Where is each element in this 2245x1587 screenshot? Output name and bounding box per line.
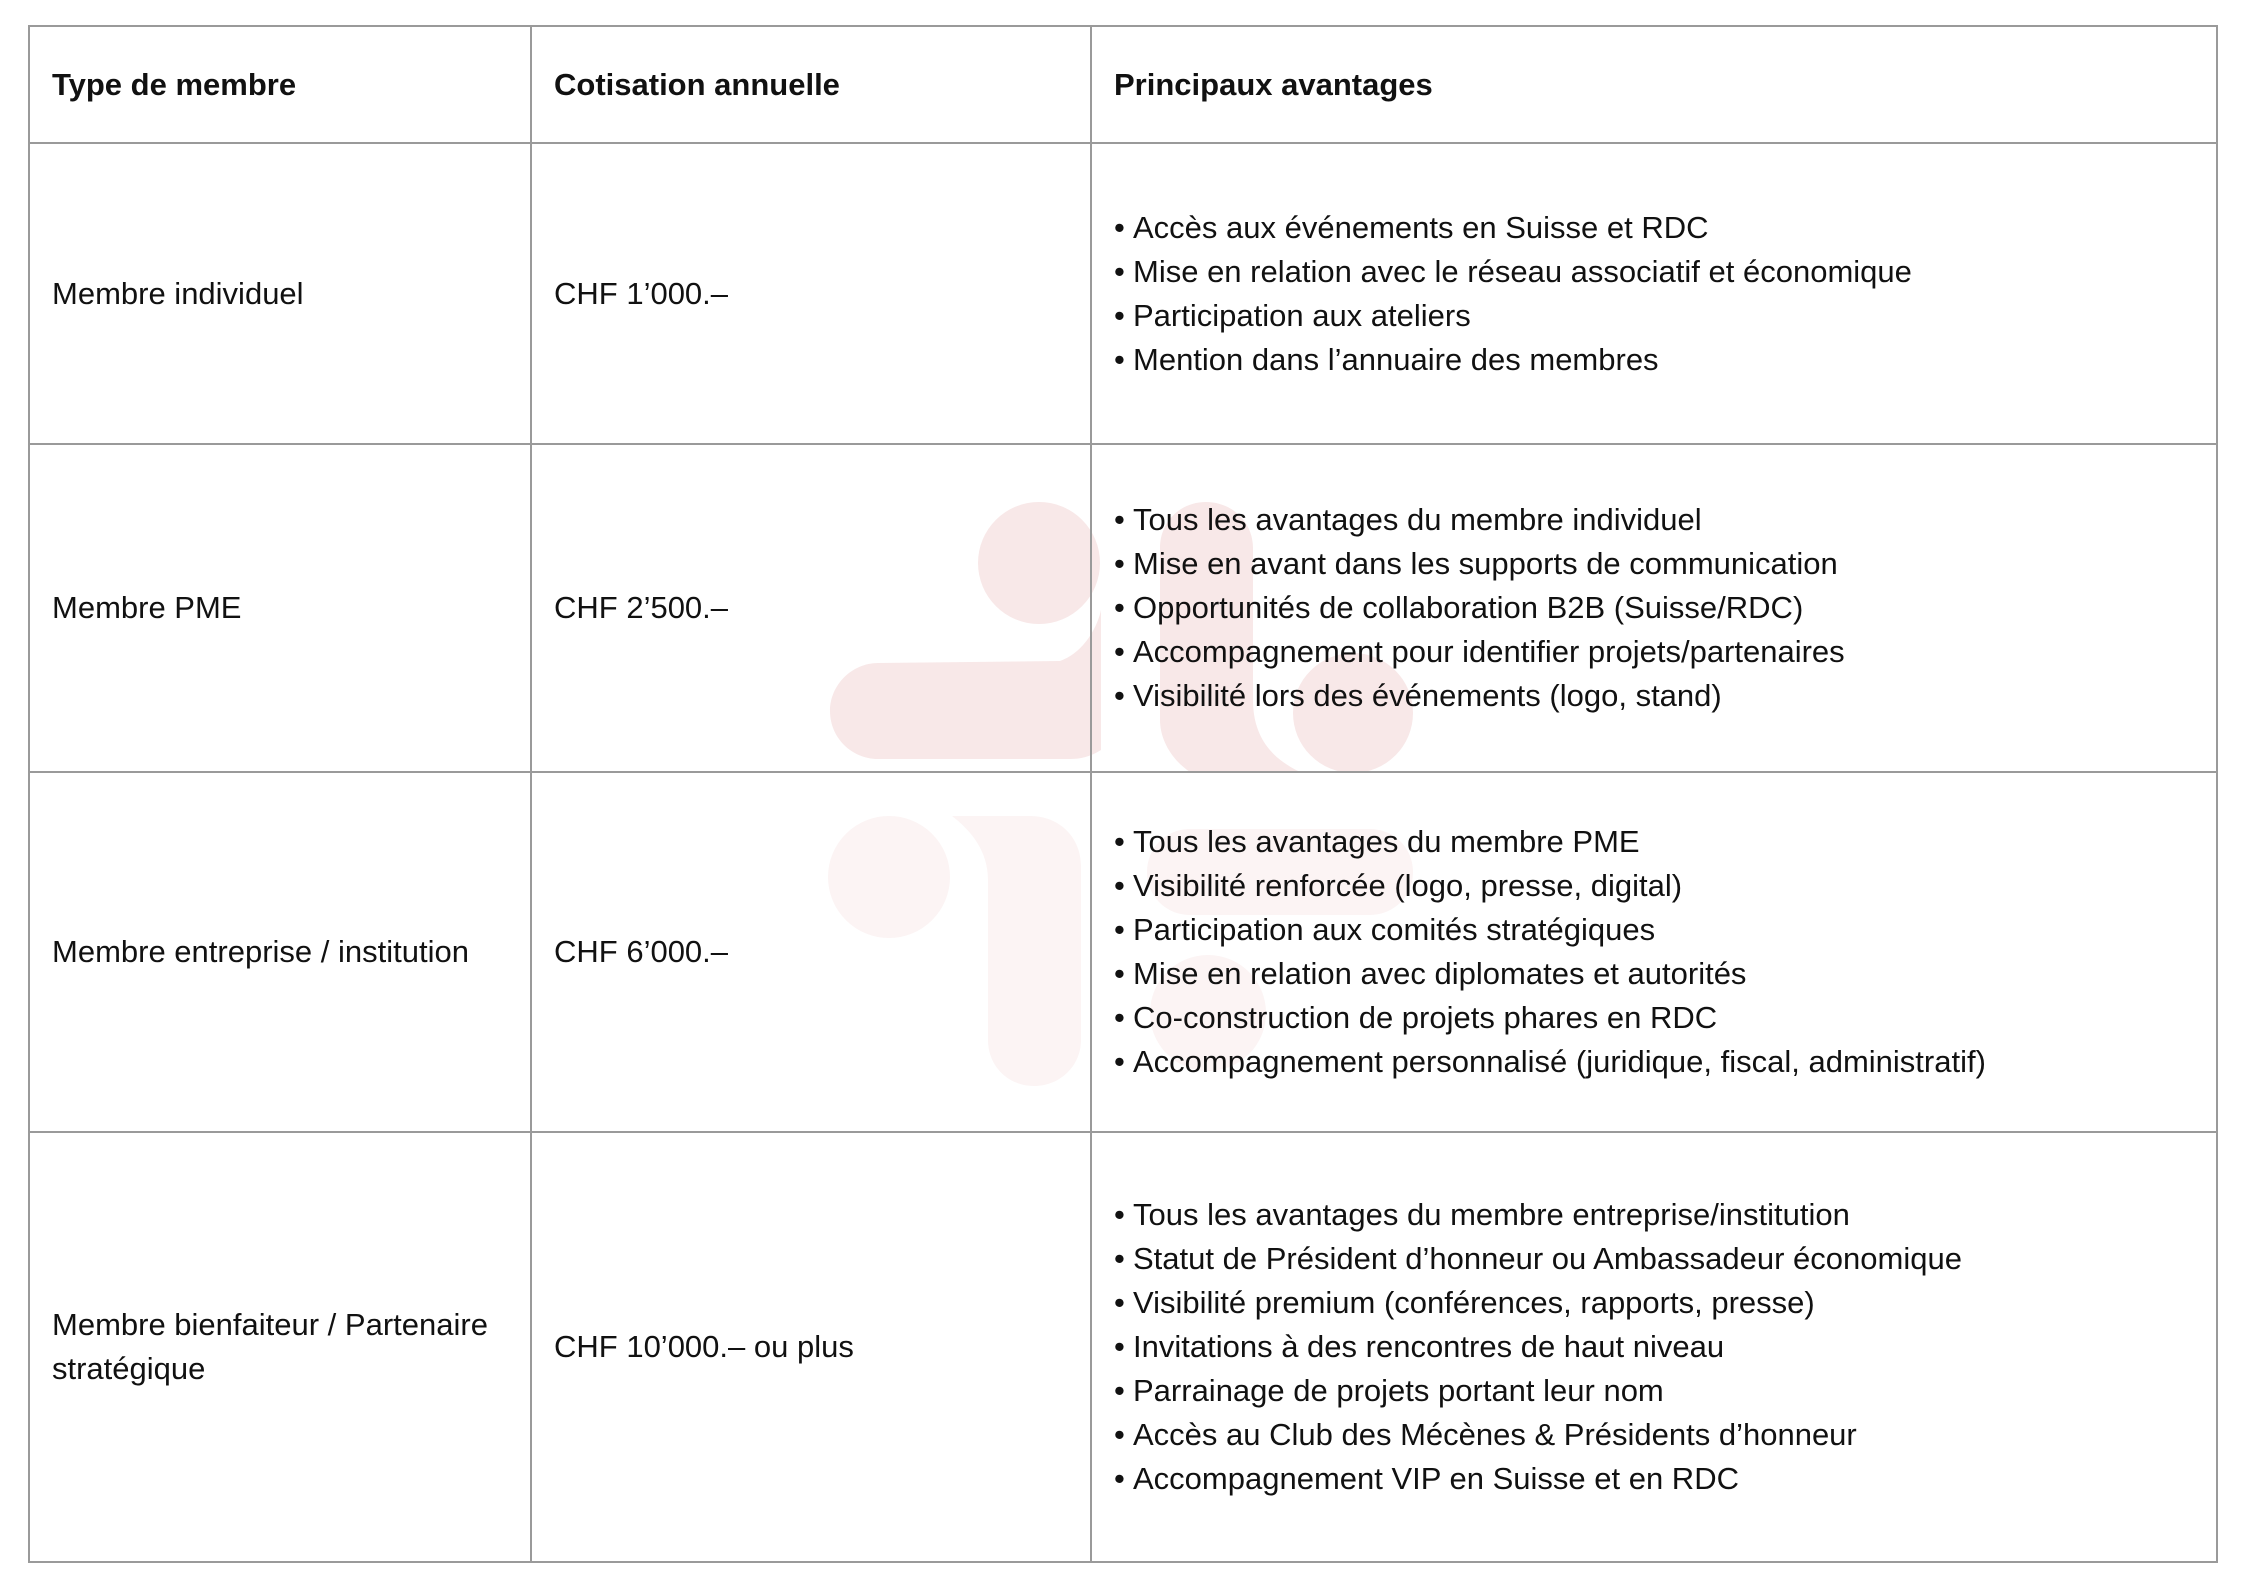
benefit-item: • Visibilité renforcée (logo, presse, digital) <box>1114 864 2196 908</box>
table-row <box>29 772 2217 1132</box>
benefit-item: • Tous les avantages du membre individuel <box>1114 498 2196 542</box>
benefit-item: • Accompagnement VIP en Suisse et en RDC <box>1114 1457 2196 1501</box>
member-type-cell: Membre individuel <box>29 143 531 444</box>
benefits-list <box>1114 498 2196 718</box>
member-type-cell: Membre bienfaiteur / Partenaire stratégique <box>29 1132 531 1562</box>
benefits-list <box>1114 1193 2196 1501</box>
table-header-row <box>29 26 2217 143</box>
benefit-item: • Mise en relation avec le réseau associatif et économique <box>1114 250 2196 294</box>
header-main-benefits: Principaux avantages <box>1091 26 2217 143</box>
annual-fee-cell: CHF 2’500.– <box>531 444 1091 772</box>
benefit-item: • Mention dans l’annuaire des membres <box>1114 338 2196 382</box>
annual-fee-cell: CHF 10’000.– ou plus <box>531 1132 1091 1562</box>
benefit-item: • Opportunités de collaboration B2B (Suisse/RDC) <box>1114 586 2196 630</box>
benefits-cell <box>1091 1132 2217 1562</box>
table-row <box>29 143 2217 444</box>
benefit-item: • Accès aux événements en Suisse et RDC <box>1114 206 2196 250</box>
benefit-item: • Invitations à des rencontres de haut niveau <box>1114 1325 2196 1369</box>
benefit-item: • Accompagnement pour identifier projets/partenaires <box>1114 630 2196 674</box>
table-row <box>29 444 2217 772</box>
benefit-item: • Co-construction de projets phares en RDC <box>1114 996 2196 1040</box>
benefit-item: • Visibilité premium (conférences, rapports, presse) <box>1114 1281 2196 1325</box>
benefit-item: • Statut de Président d’honneur ou Ambassadeur économique <box>1114 1237 2196 1281</box>
member-type-cell: Membre entreprise / institution <box>29 772 531 1132</box>
header-annual-fee: Cotisation annuelle <box>531 26 1091 143</box>
benefit-item: • Mise en relation avec diplomates et autorités <box>1114 952 2196 996</box>
benefits-list <box>1114 206 2196 382</box>
benefits-list <box>1114 820 2196 1084</box>
benefit-item: • Accompagnement personnalisé (juridique, fiscal, administratif) <box>1114 1040 2196 1084</box>
benefit-item: • Accès au Club des Mécènes & Présidents d’honneur <box>1114 1413 2196 1457</box>
membership-table <box>28 25 2218 1563</box>
benefit-item: • Mise en avant dans les supports de communication <box>1114 542 2196 586</box>
benefit-item: • Tous les avantages du membre PME <box>1114 820 2196 864</box>
benefit-item: • Participation aux ateliers <box>1114 294 2196 338</box>
header-member-type: Type de membre <box>29 26 531 143</box>
benefit-item: • Tous les avantages du membre entreprise/institution <box>1114 1193 2196 1237</box>
member-type-cell: Membre PME <box>29 444 531 772</box>
benefit-item: • Participation aux comités stratégiques <box>1114 908 2196 952</box>
benefit-item: • Parrainage de projets portant leur nom <box>1114 1369 2196 1413</box>
benefits-cell <box>1091 143 2217 444</box>
table-row <box>29 1132 2217 1562</box>
annual-fee-cell: CHF 1’000.– <box>531 143 1091 444</box>
annual-fee-cell: CHF 6’000.– <box>531 772 1091 1132</box>
benefits-cell <box>1091 444 2217 772</box>
benefit-item: • Visibilité lors des événements (logo, stand) <box>1114 674 2196 718</box>
benefits-cell <box>1091 772 2217 1132</box>
